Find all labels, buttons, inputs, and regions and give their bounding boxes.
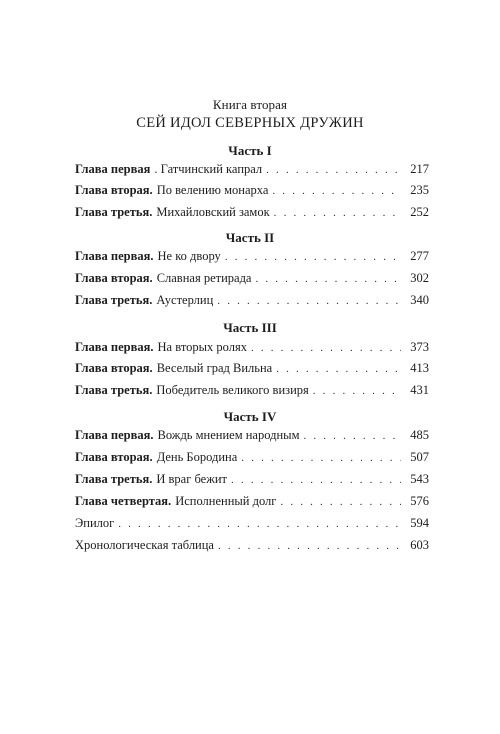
toc-entry[interactable] xyxy=(75,249,429,267)
chapter-label: Глава первая xyxy=(75,162,151,176)
dot-leader xyxy=(255,273,401,285)
chapter-label: Глава первая. xyxy=(75,340,154,354)
dot-leader xyxy=(225,251,401,263)
dot-leader xyxy=(231,474,401,486)
page-number: 302 xyxy=(410,271,429,285)
toc-entry[interactable] xyxy=(75,383,429,401)
chapter-title: И враг бежит xyxy=(156,472,228,486)
page-number: 340 xyxy=(410,293,429,307)
page-number: 235 xyxy=(410,183,429,197)
chapter-title: День Бородина xyxy=(156,450,238,464)
dot-leader xyxy=(251,342,401,354)
chapter-label: Глава третья. xyxy=(75,383,153,397)
dot-leader xyxy=(217,295,401,307)
chapter-title: Славная ретирада xyxy=(156,271,252,285)
dot-leader xyxy=(303,430,401,442)
chapter-title: Вождь мнением народным xyxy=(157,428,300,442)
part-heading: Часть I xyxy=(228,143,272,158)
part-heading: Часть IV xyxy=(223,409,277,424)
chapter-label: Глава четвертая. xyxy=(75,494,172,508)
page-number: 252 xyxy=(410,205,429,219)
chapter-title: Не ко двору xyxy=(157,249,221,263)
page-number: 576 xyxy=(410,494,429,508)
toc-entry[interactable] xyxy=(75,205,429,223)
chapter-label: Глава вторая. xyxy=(75,271,153,285)
chapter-label: Глава первая. xyxy=(75,249,154,263)
chapter-label: Глава вторая. xyxy=(75,361,153,375)
part-heading: Часть II xyxy=(225,230,275,245)
chapter-label: Глава третья. xyxy=(75,205,153,219)
toc-entry[interactable] xyxy=(75,428,429,446)
chapter-label: Глава первая. xyxy=(75,428,154,442)
chapter-label: Глава вторая. xyxy=(75,183,153,197)
page-number: 485 xyxy=(410,428,429,442)
toc-entry[interactable] xyxy=(75,293,429,311)
page-number: 507 xyxy=(410,450,429,464)
toc-entry[interactable] xyxy=(75,450,429,468)
toc-entry[interactable] xyxy=(75,183,429,201)
page-number: 594 xyxy=(410,516,429,530)
dot-leader xyxy=(218,540,401,552)
book-title: СЕЙ ИДОЛ СЕВЕРНЫХ ДРУЖИН xyxy=(136,115,364,131)
dot-leader xyxy=(118,518,401,530)
chapter-title: Аустерлиц xyxy=(156,293,214,307)
toc-entry[interactable] xyxy=(75,340,429,358)
entry-title: Хронологическая таблица xyxy=(75,538,214,552)
dot-leader xyxy=(276,363,401,375)
dot-leader xyxy=(241,452,401,464)
page-number: 603 xyxy=(410,538,429,552)
chapter-title: Веселый град Вильна xyxy=(156,361,273,375)
chapter-title: Исполненный долг xyxy=(175,494,277,508)
page-number: 373 xyxy=(410,340,429,354)
chapter-label: Глава вторая. xyxy=(75,450,153,464)
page-number: 217 xyxy=(410,162,429,176)
page-number: 277 xyxy=(410,249,429,263)
entry-title: Эпилог xyxy=(75,516,115,530)
dot-leader xyxy=(280,496,401,508)
page-number: 431 xyxy=(410,383,429,397)
book-label: Книга вторая xyxy=(212,97,288,112)
toc-entry-chronology[interactable] xyxy=(75,538,429,556)
chapter-title: Победитель великого визиря xyxy=(156,383,309,397)
chapter-label: Глава третья. xyxy=(75,472,153,486)
chapter-label: Глава третья. xyxy=(75,293,153,307)
chapter-title: На вторых ролях xyxy=(157,340,247,354)
toc-entry[interactable] xyxy=(75,472,429,490)
chapter-title: Михайловский замок xyxy=(156,205,270,219)
chapter-title: По велению монарха xyxy=(156,183,269,197)
part-heading: Часть III xyxy=(223,320,277,335)
dot-leader xyxy=(313,385,401,397)
toc-entry[interactable] xyxy=(75,361,429,379)
page-number: 543 xyxy=(410,472,429,486)
page-number: 413 xyxy=(410,361,429,375)
dot-leader xyxy=(272,185,401,197)
toc-entry[interactable] xyxy=(75,494,429,512)
toc-entry[interactable] xyxy=(75,162,429,180)
toc-entry[interactable] xyxy=(75,271,429,289)
toc-entry-epilogue[interactable] xyxy=(75,516,429,534)
chapter-title: . Гатчинский капрал xyxy=(154,162,263,176)
dot-leader xyxy=(266,164,401,176)
dot-leader xyxy=(274,207,401,219)
